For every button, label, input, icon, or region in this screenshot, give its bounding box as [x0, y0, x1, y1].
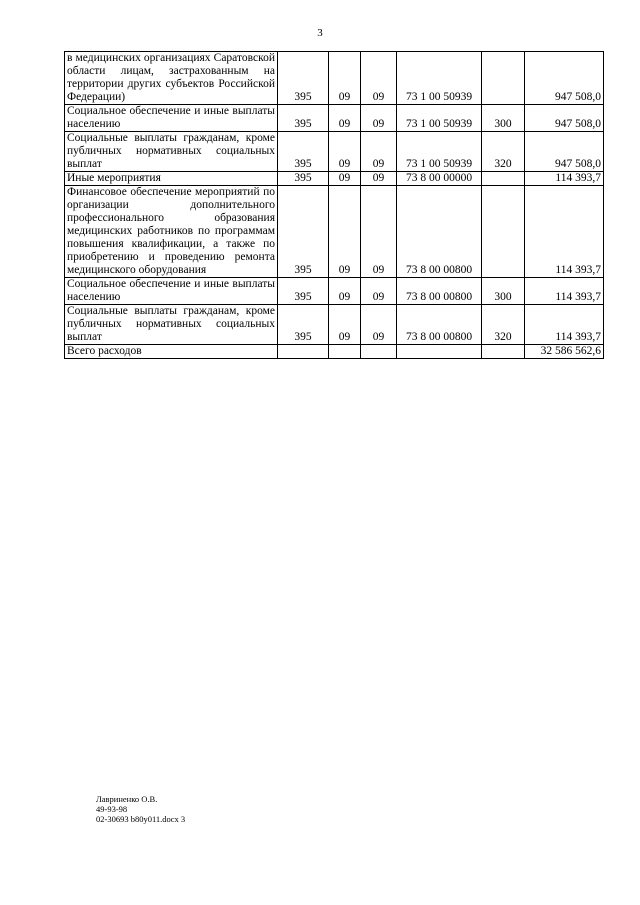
- row-kind: 300: [482, 105, 525, 132]
- table-row: [65, 186, 604, 278]
- row-kind: [482, 186, 525, 278]
- row-amount: 114 393,7: [525, 305, 604, 345]
- row-target: 73 1 00 50939: [397, 132, 482, 172]
- row-target: 73 8 00 00800: [397, 278, 482, 305]
- row-amount: 947 508,0: [525, 132, 604, 172]
- row-ministry: 395: [278, 132, 329, 172]
- row-name: Социальное обеспечение и иные выплаты населению: [65, 278, 278, 305]
- row-section: 09: [329, 172, 361, 186]
- total-row: [65, 345, 604, 359]
- table-row: [65, 305, 604, 345]
- row-section: 09: [329, 105, 361, 132]
- table-row: [65, 172, 604, 186]
- table-row: [65, 52, 604, 105]
- row-target: 73 8 00 00000: [397, 172, 482, 186]
- table-row: [65, 105, 604, 132]
- row-subsection: 09: [361, 105, 397, 132]
- row-ministry: 395: [278, 105, 329, 132]
- footer-file: 02-30693 b80y011.docx 3: [96, 814, 186, 824]
- row-target: 73 8 00 00800: [397, 305, 482, 345]
- row-subsection: 09: [361, 278, 397, 305]
- row-kind: 300: [482, 278, 525, 305]
- row-name: Социальное обеспечение и иные выплаты населению: [65, 105, 278, 132]
- row-section: 09: [329, 186, 361, 278]
- row-name: Финансовое обеспечение мероприятий по организации дополнительного профессионального образования медицинских работников по программам повышения квалификации, а также по приобретению и проведению ремонта медицинского оборудования: [65, 186, 278, 278]
- row-subsection: 09: [361, 132, 397, 172]
- row-ministry: 395: [278, 278, 329, 305]
- row-subsection: 09: [361, 52, 397, 105]
- row-kind: [482, 172, 525, 186]
- total-amount: 32 586 562,6: [525, 345, 604, 359]
- row-subsection: 09: [361, 305, 397, 345]
- row-kind: [482, 52, 525, 105]
- row-target: 73 1 00 50939: [397, 105, 482, 132]
- row-section: 09: [329, 132, 361, 172]
- row-amount: 114 393,7: [525, 278, 604, 305]
- footer-author: Лавриненко О.В.: [96, 794, 158, 804]
- total-label: Всего расходов: [65, 345, 278, 359]
- budget-table: [64, 51, 604, 359]
- row-ministry: 395: [278, 186, 329, 278]
- row-kind: 320: [482, 132, 525, 172]
- row-section: 09: [329, 305, 361, 345]
- row-ministry: 395: [278, 172, 329, 186]
- row-amount: 947 508,0: [525, 52, 604, 105]
- row-target: 73 1 00 50939: [397, 52, 482, 105]
- row-subsection: 09: [361, 186, 397, 278]
- row-amount: 114 393,7: [525, 172, 604, 186]
- table-row: [65, 278, 604, 305]
- row-name: Социальные выплаты гражданам, кроме публичных нормативных социальных выплат: [65, 305, 278, 345]
- document-footer: [96, 794, 185, 824]
- page-number: 3: [317, 27, 323, 39]
- row-name: в медицинских организациях Саратовской области лицам, застрахованным на территории других субъектов Российской Федерации): [65, 52, 278, 105]
- row-kind: 320: [482, 305, 525, 345]
- row-amount: 947 508,0: [525, 105, 604, 132]
- row-section: 09: [329, 52, 361, 105]
- row-section: 09: [329, 278, 361, 305]
- row-ministry: 395: [278, 52, 329, 105]
- footer-phone: 49-93-98: [96, 804, 128, 814]
- row-name: Иные мероприятия: [65, 172, 278, 186]
- row-name: Социальные выплаты гражданам, кроме публичных нормативных социальных выплат: [65, 132, 278, 172]
- row-subsection: 09: [361, 172, 397, 186]
- row-ministry: 395: [278, 305, 329, 345]
- table-row: [65, 132, 604, 172]
- row-amount: 114 393,7: [525, 186, 604, 278]
- row-target: 73 8 00 00800: [397, 186, 482, 278]
